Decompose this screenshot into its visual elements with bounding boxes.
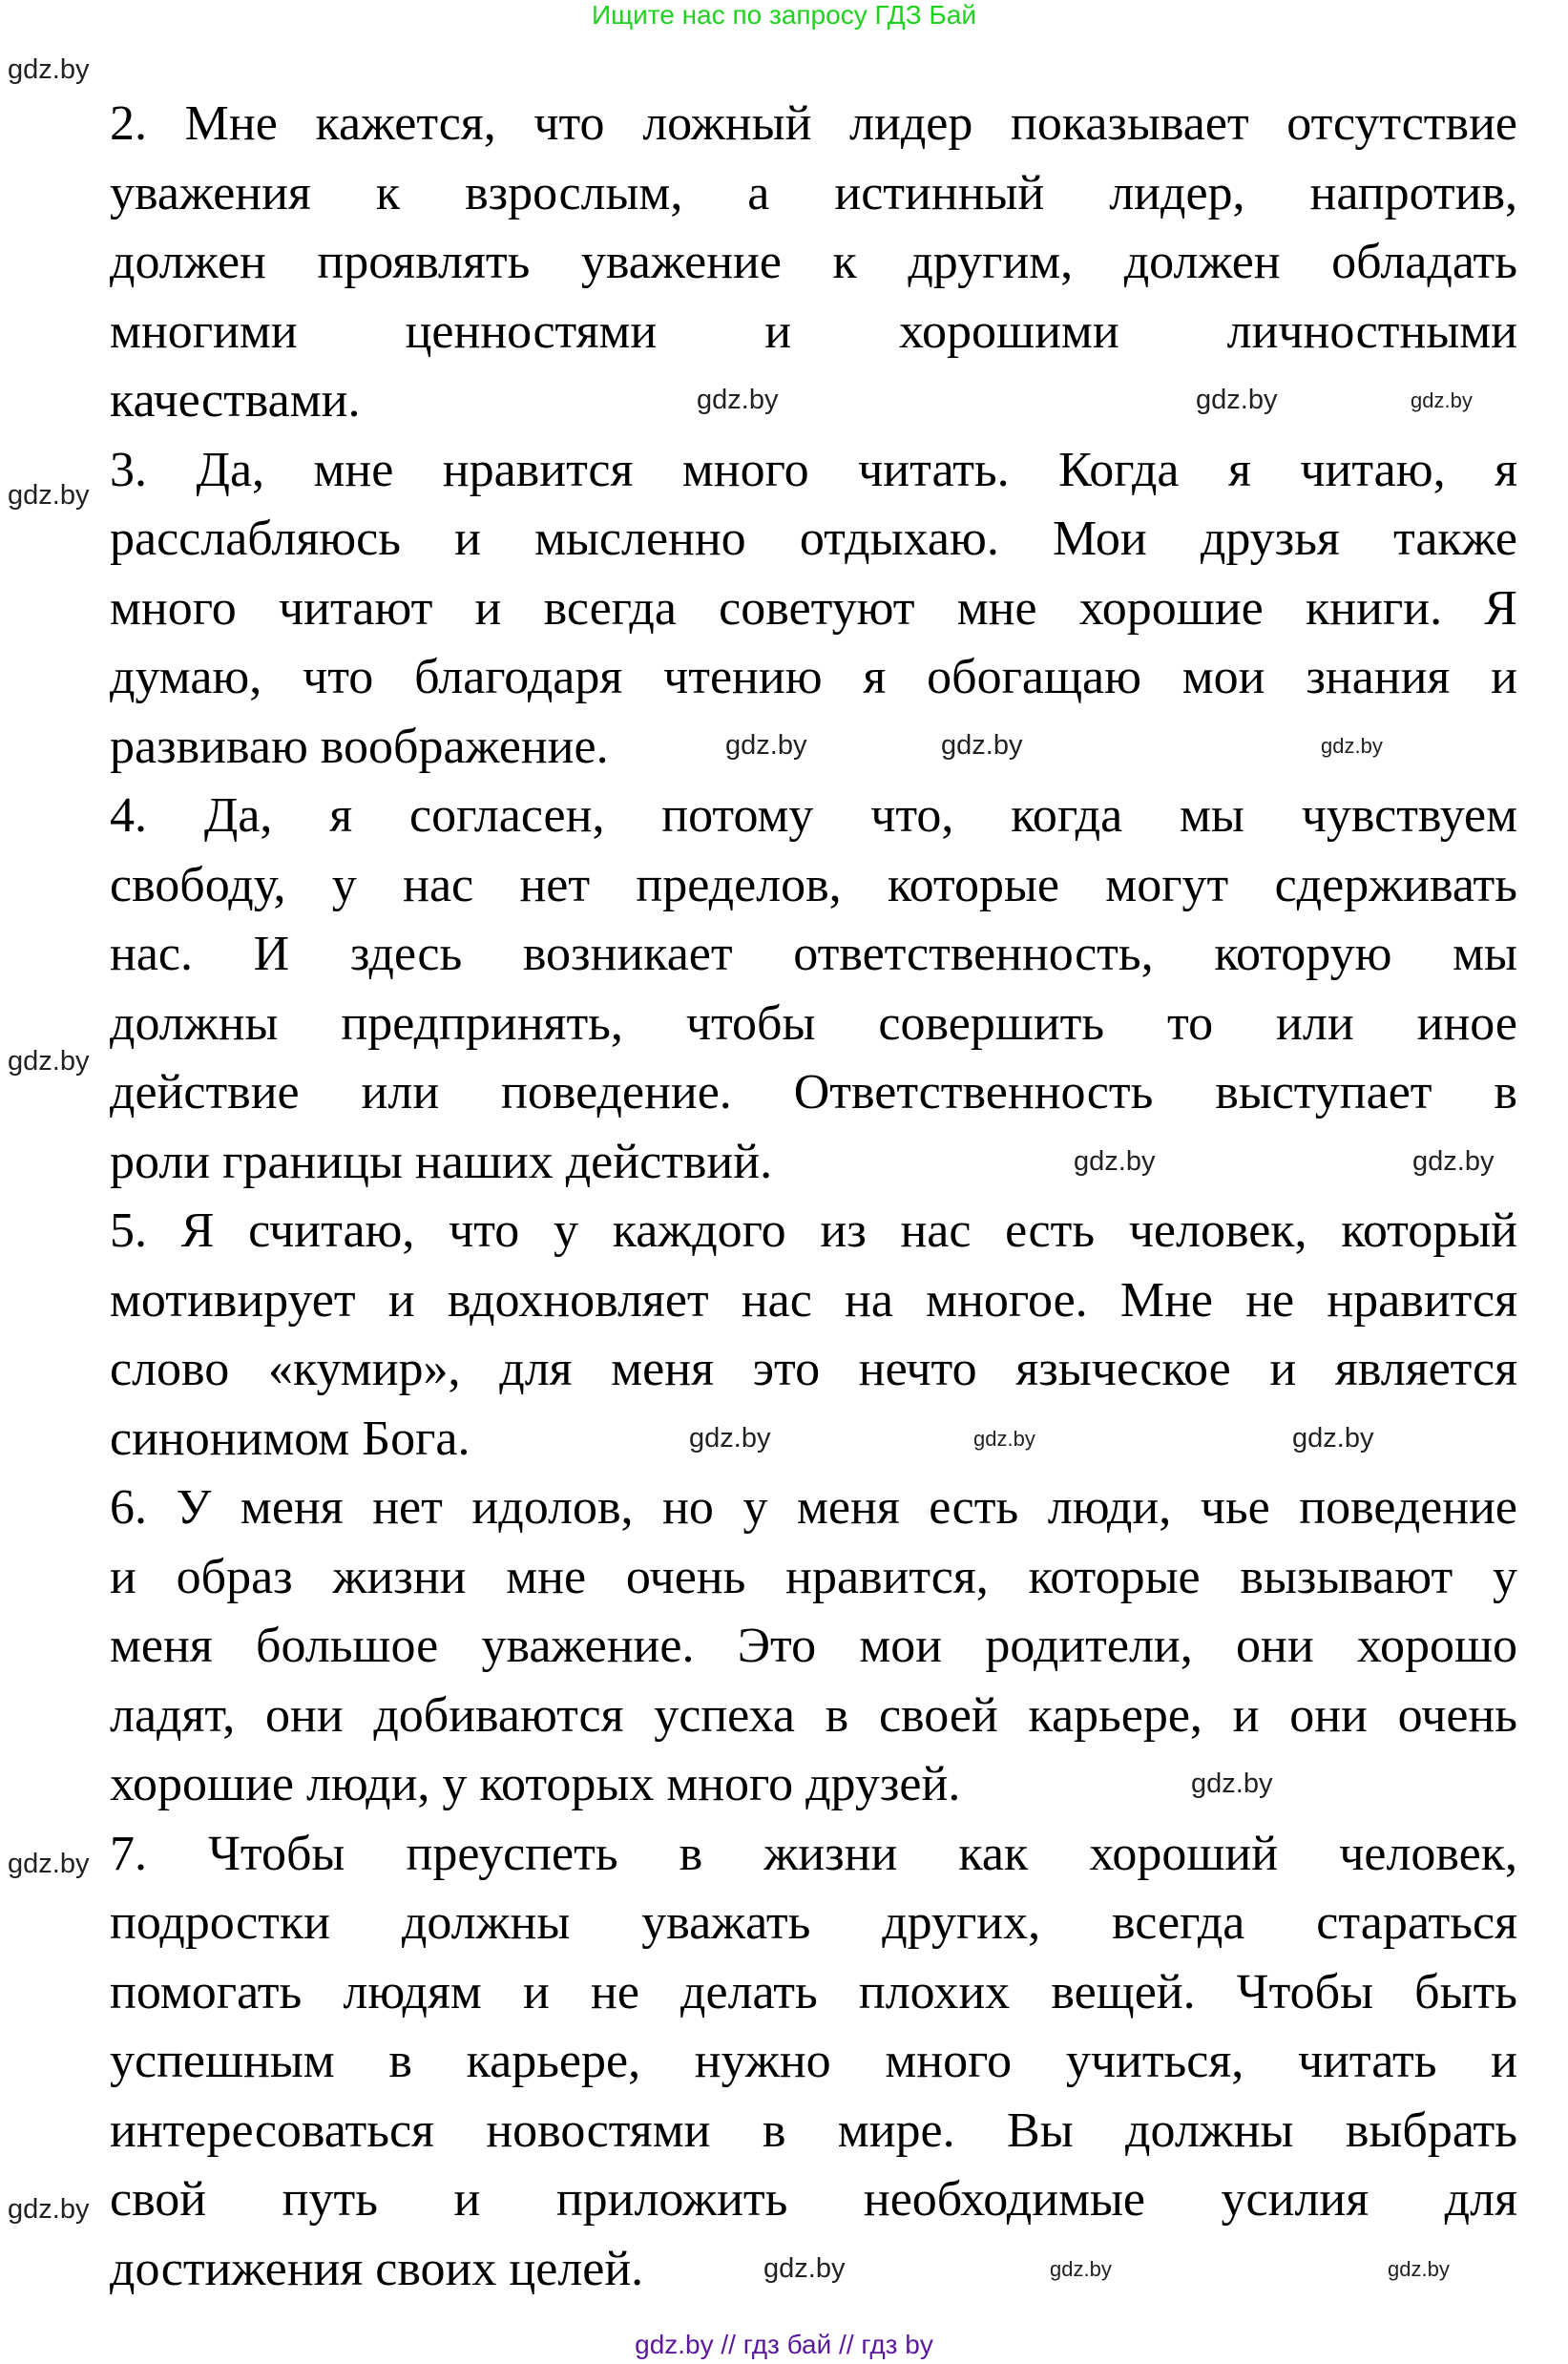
- paragraph-3-line: расслабляюсь и мысленно отдыхаю. Мои друзья также: [110, 512, 1517, 566]
- paragraph-3-line: 3. Да, мне нравится много читать. Когда я читаю, я: [110, 442, 1517, 497]
- paragraph-6-line: меня большое уважение. Это мои родители, они хорошо: [110, 1619, 1517, 1673]
- paragraph-4-line: должны предпринять, чтобы совершить то или иное: [110, 995, 1517, 1051]
- search-hint-header: Ищите нас по запросу ГДЗ Бай: [591, 0, 977, 30]
- paragraph-6-line: и образ жизни мне очень нравится, которые вызывают у: [110, 1549, 1517, 1604]
- paragraph-2-line: должен проявлять уважение к другим, должен обладать: [110, 235, 1517, 289]
- paragraph-3-line: развиваю воображение.: [110, 719, 609, 774]
- paragraph-7-line: успешным в карьере, нужно много учиться, читать и: [110, 2034, 1517, 2088]
- paragraph-4-line: свободу, у нас нет пределов, которые могут сдерживать: [110, 857, 1517, 912]
- watermark-gdz-by: gdz.by: [1196, 385, 1278, 415]
- watermark-gdz-by: gdz.by: [1412, 1146, 1495, 1177]
- watermark-gdz-by: gdz.by: [1074, 1146, 1156, 1177]
- watermark-gdz-by: gdz.by: [1388, 2257, 1450, 2281]
- paragraph-6-line: хорошие люди, у которых много друзей.: [110, 1757, 961, 1811]
- watermark-gdz-by: gdz.by: [8, 1046, 90, 1077]
- paragraph-4-line: 4. Да, я согласен, потому что, когда мы чувствуем: [110, 788, 1517, 843]
- paragraph-4-line: роли границы наших действий.: [110, 1134, 773, 1189]
- watermark-gdz-by: gdz.by: [1050, 2257, 1112, 2281]
- watermark-gdz-by: gdz.by: [8, 1849, 90, 1879]
- watermark-gdz-by: gdz.by: [8, 54, 90, 85]
- watermark-gdz-by: gdz.by: [1411, 388, 1473, 412]
- footer-links: gdz.by // гдз бай // гдз by: [635, 2330, 933, 2359]
- paragraph-6-line: 6. У меня нет идолов, но у меня есть люди, чье поведение: [110, 1480, 1517, 1535]
- watermark-gdz-by: gdz.by: [725, 730, 807, 761]
- paragraph-6-line: ладят, они добиваются успеха в своей карьере, и они очень: [110, 1687, 1517, 1743]
- paragraph-4-line: действие или поведение. Ответственность выступает в: [110, 1065, 1517, 1119]
- paragraph-5-line: мотивирует и вдохновляет нас на многое. Мне не нравится: [110, 1272, 1517, 1328]
- paragraph-7-line: 7. Чтобы преуспеть в жизни как хороший человек,: [110, 1826, 1517, 1881]
- paragraph-7-line: интересоваться новостями в мире. Вы должны выбрать: [110, 2102, 1517, 2158]
- paragraph-2-line: качествами.: [110, 373, 361, 428]
- watermark-gdz-by: gdz.by: [1321, 734, 1383, 758]
- watermark-gdz-by: gdz.by: [1292, 1423, 1374, 1454]
- watermark-gdz-by: gdz.by: [697, 385, 779, 415]
- paragraph-5-line: слово «кумир», для меня это нечто языческое и является: [110, 1342, 1517, 1396]
- paragraph-7-line: достижения своих целей.: [110, 2241, 644, 2296]
- paragraph-7-line: помогать людям и не делать плохих вещей. Чтобы быть: [110, 1964, 1517, 2019]
- paragraph-3-line: много читают и всегда советуют мне хорошие книги. Я: [110, 580, 1517, 636]
- watermark-gdz-by: gdz.by: [1191, 1768, 1273, 1799]
- watermark-gdz-by: gdz.by: [8, 2194, 90, 2225]
- watermark-gdz-by: gdz.by: [689, 1423, 771, 1454]
- watermark-gdz-by: gdz.by: [973, 1427, 1035, 1451]
- paragraph-7-line: подростки должны уважать других, всегда стараться: [110, 1895, 1517, 1950]
- watermark-gdz-by: gdz.by: [763, 2253, 846, 2284]
- watermark-gdz-by: gdz.by: [941, 730, 1023, 761]
- paragraph-5-line: 5. Я считаю, что у каждого из нас есть человек, который: [110, 1203, 1517, 1258]
- paragraph-5-line: синонимом Бога.: [110, 1411, 470, 1466]
- paragraph-7-line: свой путь и приложить необходимые усилия для: [110, 2172, 1517, 2227]
- paragraph-2-line: уважения к взрослым, а истинный лидер, напротив,: [110, 165, 1517, 220]
- paragraph-3-line: думаю, что благодаря чтению я обогащаю мои знания и: [110, 650, 1517, 704]
- paragraph-2-line: многими ценностями и хорошими личностными: [110, 303, 1517, 359]
- watermark-gdz-by: gdz.by: [8, 480, 90, 511]
- paragraph-4-line: нас. И здесь возникает ответственность, которую мы: [110, 927, 1517, 981]
- paragraph-2-line: 2. Мне кажется, что ложный лидер показывает отсутствие: [110, 96, 1517, 151]
